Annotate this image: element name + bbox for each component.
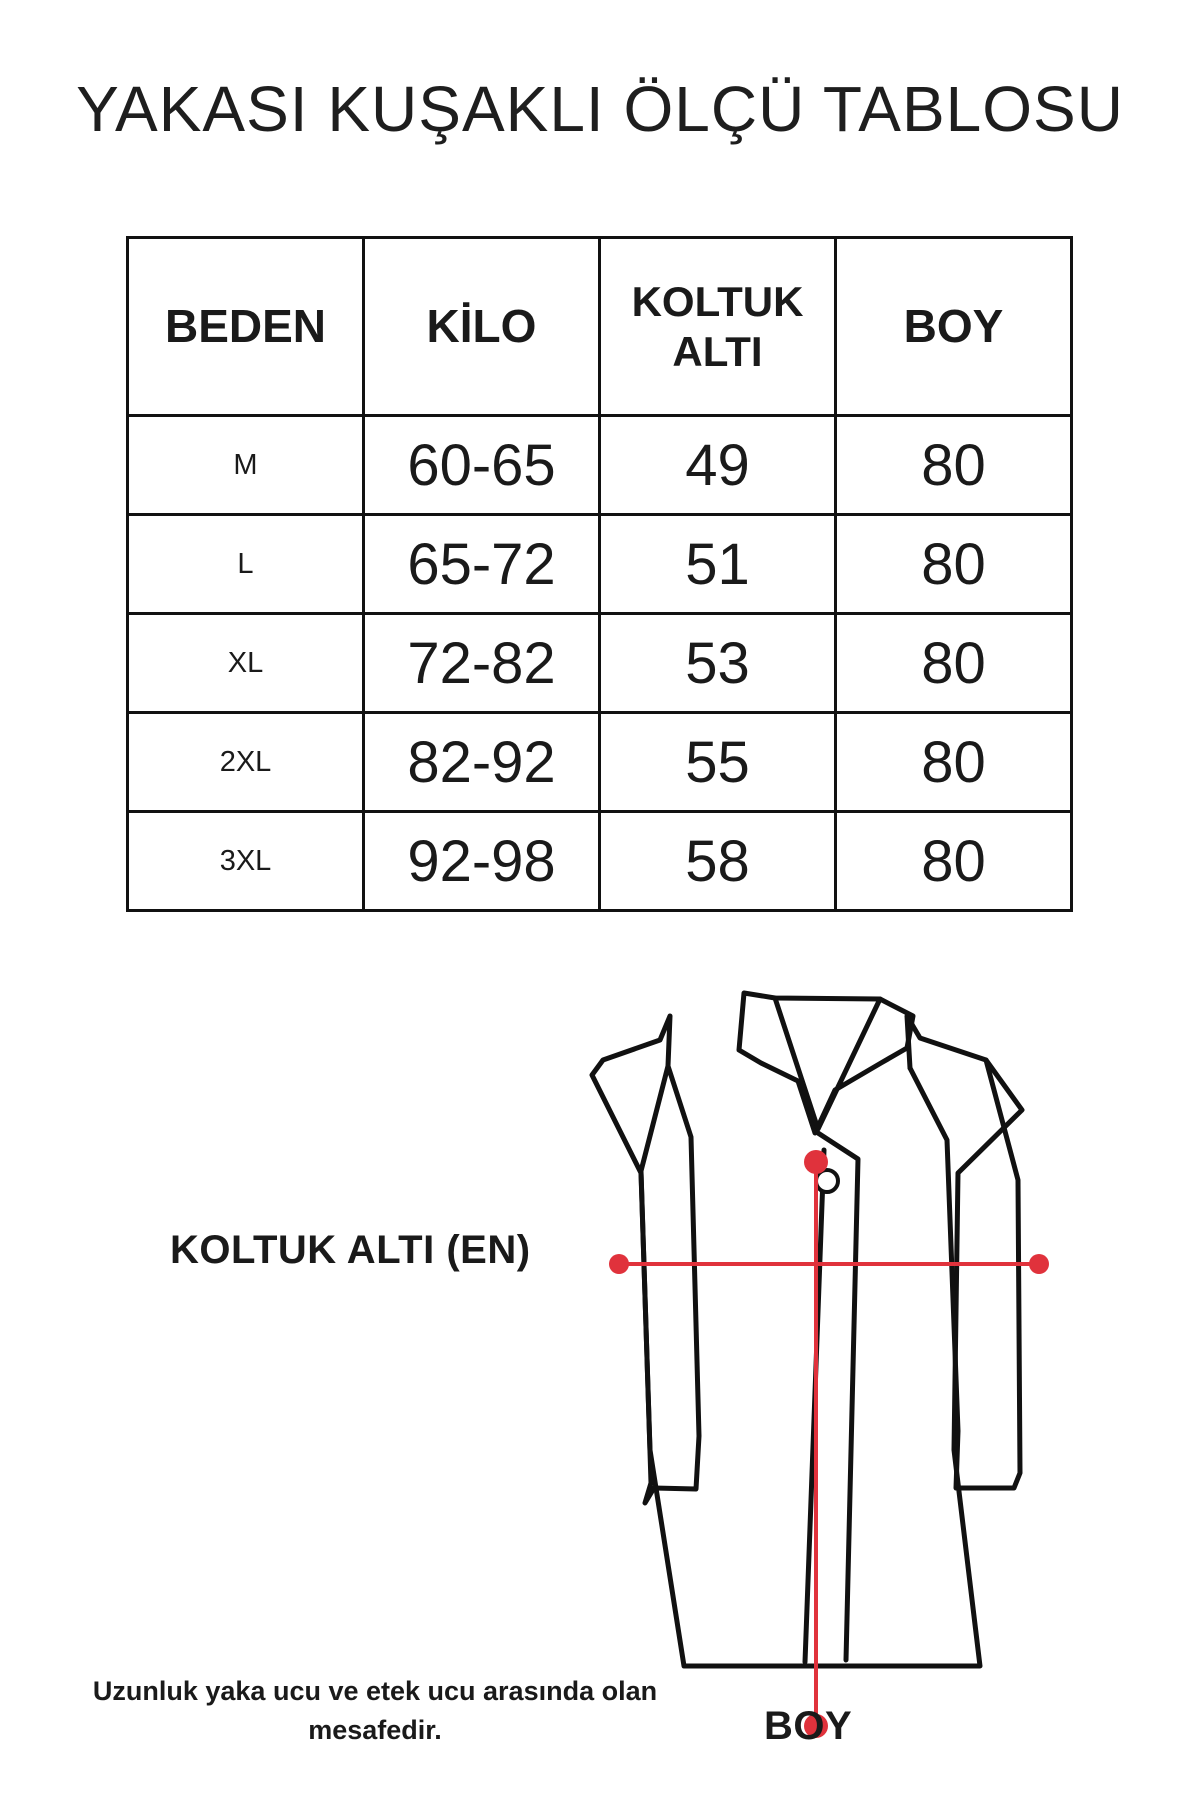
weight-cell: 60-65 [364,416,600,515]
page-title: YAKASI KUŞAKLI ÖLÇÜ TABLOSU [76,73,1124,145]
underarm-cell: 53 [600,614,836,713]
width-measure-end-marker [1029,1254,1049,1274]
header-weight: KİLO [364,238,600,416]
size-cell: 3XL [128,812,364,911]
length-cell: 80 [836,515,1072,614]
weight-cell: 82-92 [364,713,600,812]
size-cell: M [128,416,364,515]
length-cell: 80 [836,416,1072,515]
size-cell: XL [128,614,364,713]
width-measure-label: KOLTUK ALTI (EN) [170,1228,531,1272]
header-underarm-line1: KOLTUK [631,277,804,325]
weight-cell: 72-82 [364,614,600,713]
underarm-cell: 55 [600,713,836,812]
length-cell: 80 [836,812,1072,911]
weight-cell: 92-98 [364,812,600,911]
header-size: BEDEN [128,238,364,416]
weight-cell: 65-72 [364,515,600,614]
coat-outline-icon [592,993,1022,1666]
measurement-lines [609,1150,1049,1738]
underarm-cell: 58 [600,812,836,911]
length-cell: 80 [836,713,1072,812]
length-measure-start-marker [804,1150,828,1174]
header-underarm-line2: ALTI [672,327,763,375]
length-cell: 80 [836,614,1072,713]
underarm-cell: 51 [600,515,836,614]
header-length: BOY [836,238,1072,416]
length-measure-label: BOY [764,1704,853,1748]
size-cell: L [128,515,364,614]
width-measure-start-marker [609,1254,629,1274]
underarm-cell: 49 [600,416,836,515]
size-cell: 2XL [128,713,364,812]
length-note: Uzunluk yaka ucu ve etek ucu arasında olan mesafedir. [92,1676,658,1746]
